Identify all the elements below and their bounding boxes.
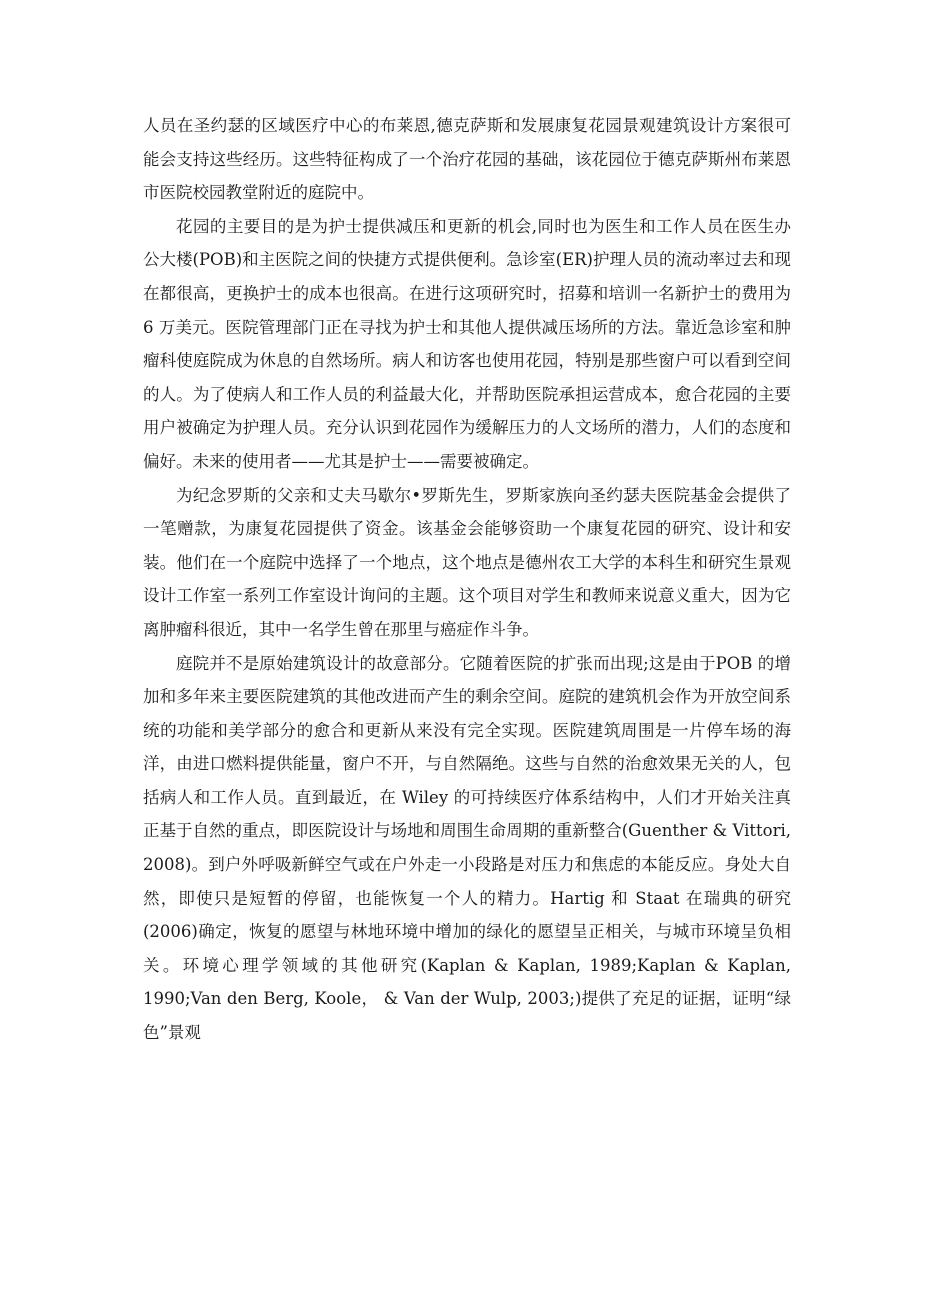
- body-text: [143, 109, 791, 1050]
- paragraph-ross-grant: 为纪念罗斯的父亲和丈夫马歇尔•罗斯先生，罗斯家族向圣约瑟夫医院基金会提供了一笔赠款，为康复花园提供了资金。该基金会能够资助一个康复花园的研究、设计和安装。他们在一个庭院中选择了一个地点，这个地点是德州农工大学的本科生和研究生景观设计工作室一系列工作室设计询问的主题。这个项目对学生和教师来说意义重大，因为它离肿瘤科很近，其中一名学生曾在那里与癌症作斗争。: [143, 485, 791, 639]
- paragraph-courtyard-history: 庭院并不是原始建筑设计的故意部分。它随着医院的扩张而出现;这是由于POB 的增加和多年来主要医院建筑的其他改进而产生的剩余空间。庭院的建筑机会作为开放空间系统的功能和美学部分的愈合和更新从来没有完全实现。医院建筑周围是一片停车场的海洋，由进口燃料提供能量，窗户不开，与自然隔绝。这些与自然的治愈效果无关的人，包括病人和工作人员。直到最近，在 Wiley 的可持续医疗体系结构中，人们才开始关注真正基于自然的重点，即医院设计与场地和周围生命周期的重新整合(Guenther & Vittori, 2008)。到户外呼吸新鲜空气或在户外走一小段路是对压力和焦虑的本能反应。身处大自然，即使只是短暂的停留，也能恢复一个人的精力。Hartig 和 Staat 在瑞典的研究(2006)确定，恢复的愿望与林地环境中增加的绿化的愿望呈正相关，与城市环境呈负相关。环境心理学领域的其他研究(Kaplan & Kaplan, 1989;Kaplan & Kaplan, 1990;Van den Berg, Koole， & Van der Wulp, 2003;)提供了充足的证据，证明“绿色”景观: [143, 653, 791, 1043]
- paragraph-garden-purpose: 花园的主要目的是为护士提供减压和更新的机会,同时也为医生和工作人员在医生办公大楼(POB)和主医院之间的快捷方式提供便利。急诊室(ER)护理人员的流动率过去和现在都很高，更换护士的成本也很高。在进行这项研究时，招募和培训一名新护士的费用为 6 万美元。医院管理部门正在寻找为护士和其他人提供减压场所的方法。靠近急诊室和肿瘤科使庭院成为休息的自然场所。病人和访客也使用花园，特别是那些窗户可以看到空间的人。为了使病人和工作人员的利益最大化，并帮助医院承担运营成本，愈合花园的主要用户被确定为护理人员。充分认识到花园作为缓解压力的人文场所的潜力，人们的态度和偏好。未来的使用者——尤其是护士——需要被确定。: [143, 216, 791, 471]
- paragraph-continuation: 人员在圣约瑟的区域医疗中心的布莱恩,德克萨斯和发展康复花园景观建筑设计方案很可能会支持这些经历。这些特征构成了一个治疗花园的基础，该花园位于德克萨斯州布莱恩市医院校园教堂附近的庭院中。: [143, 116, 791, 203]
